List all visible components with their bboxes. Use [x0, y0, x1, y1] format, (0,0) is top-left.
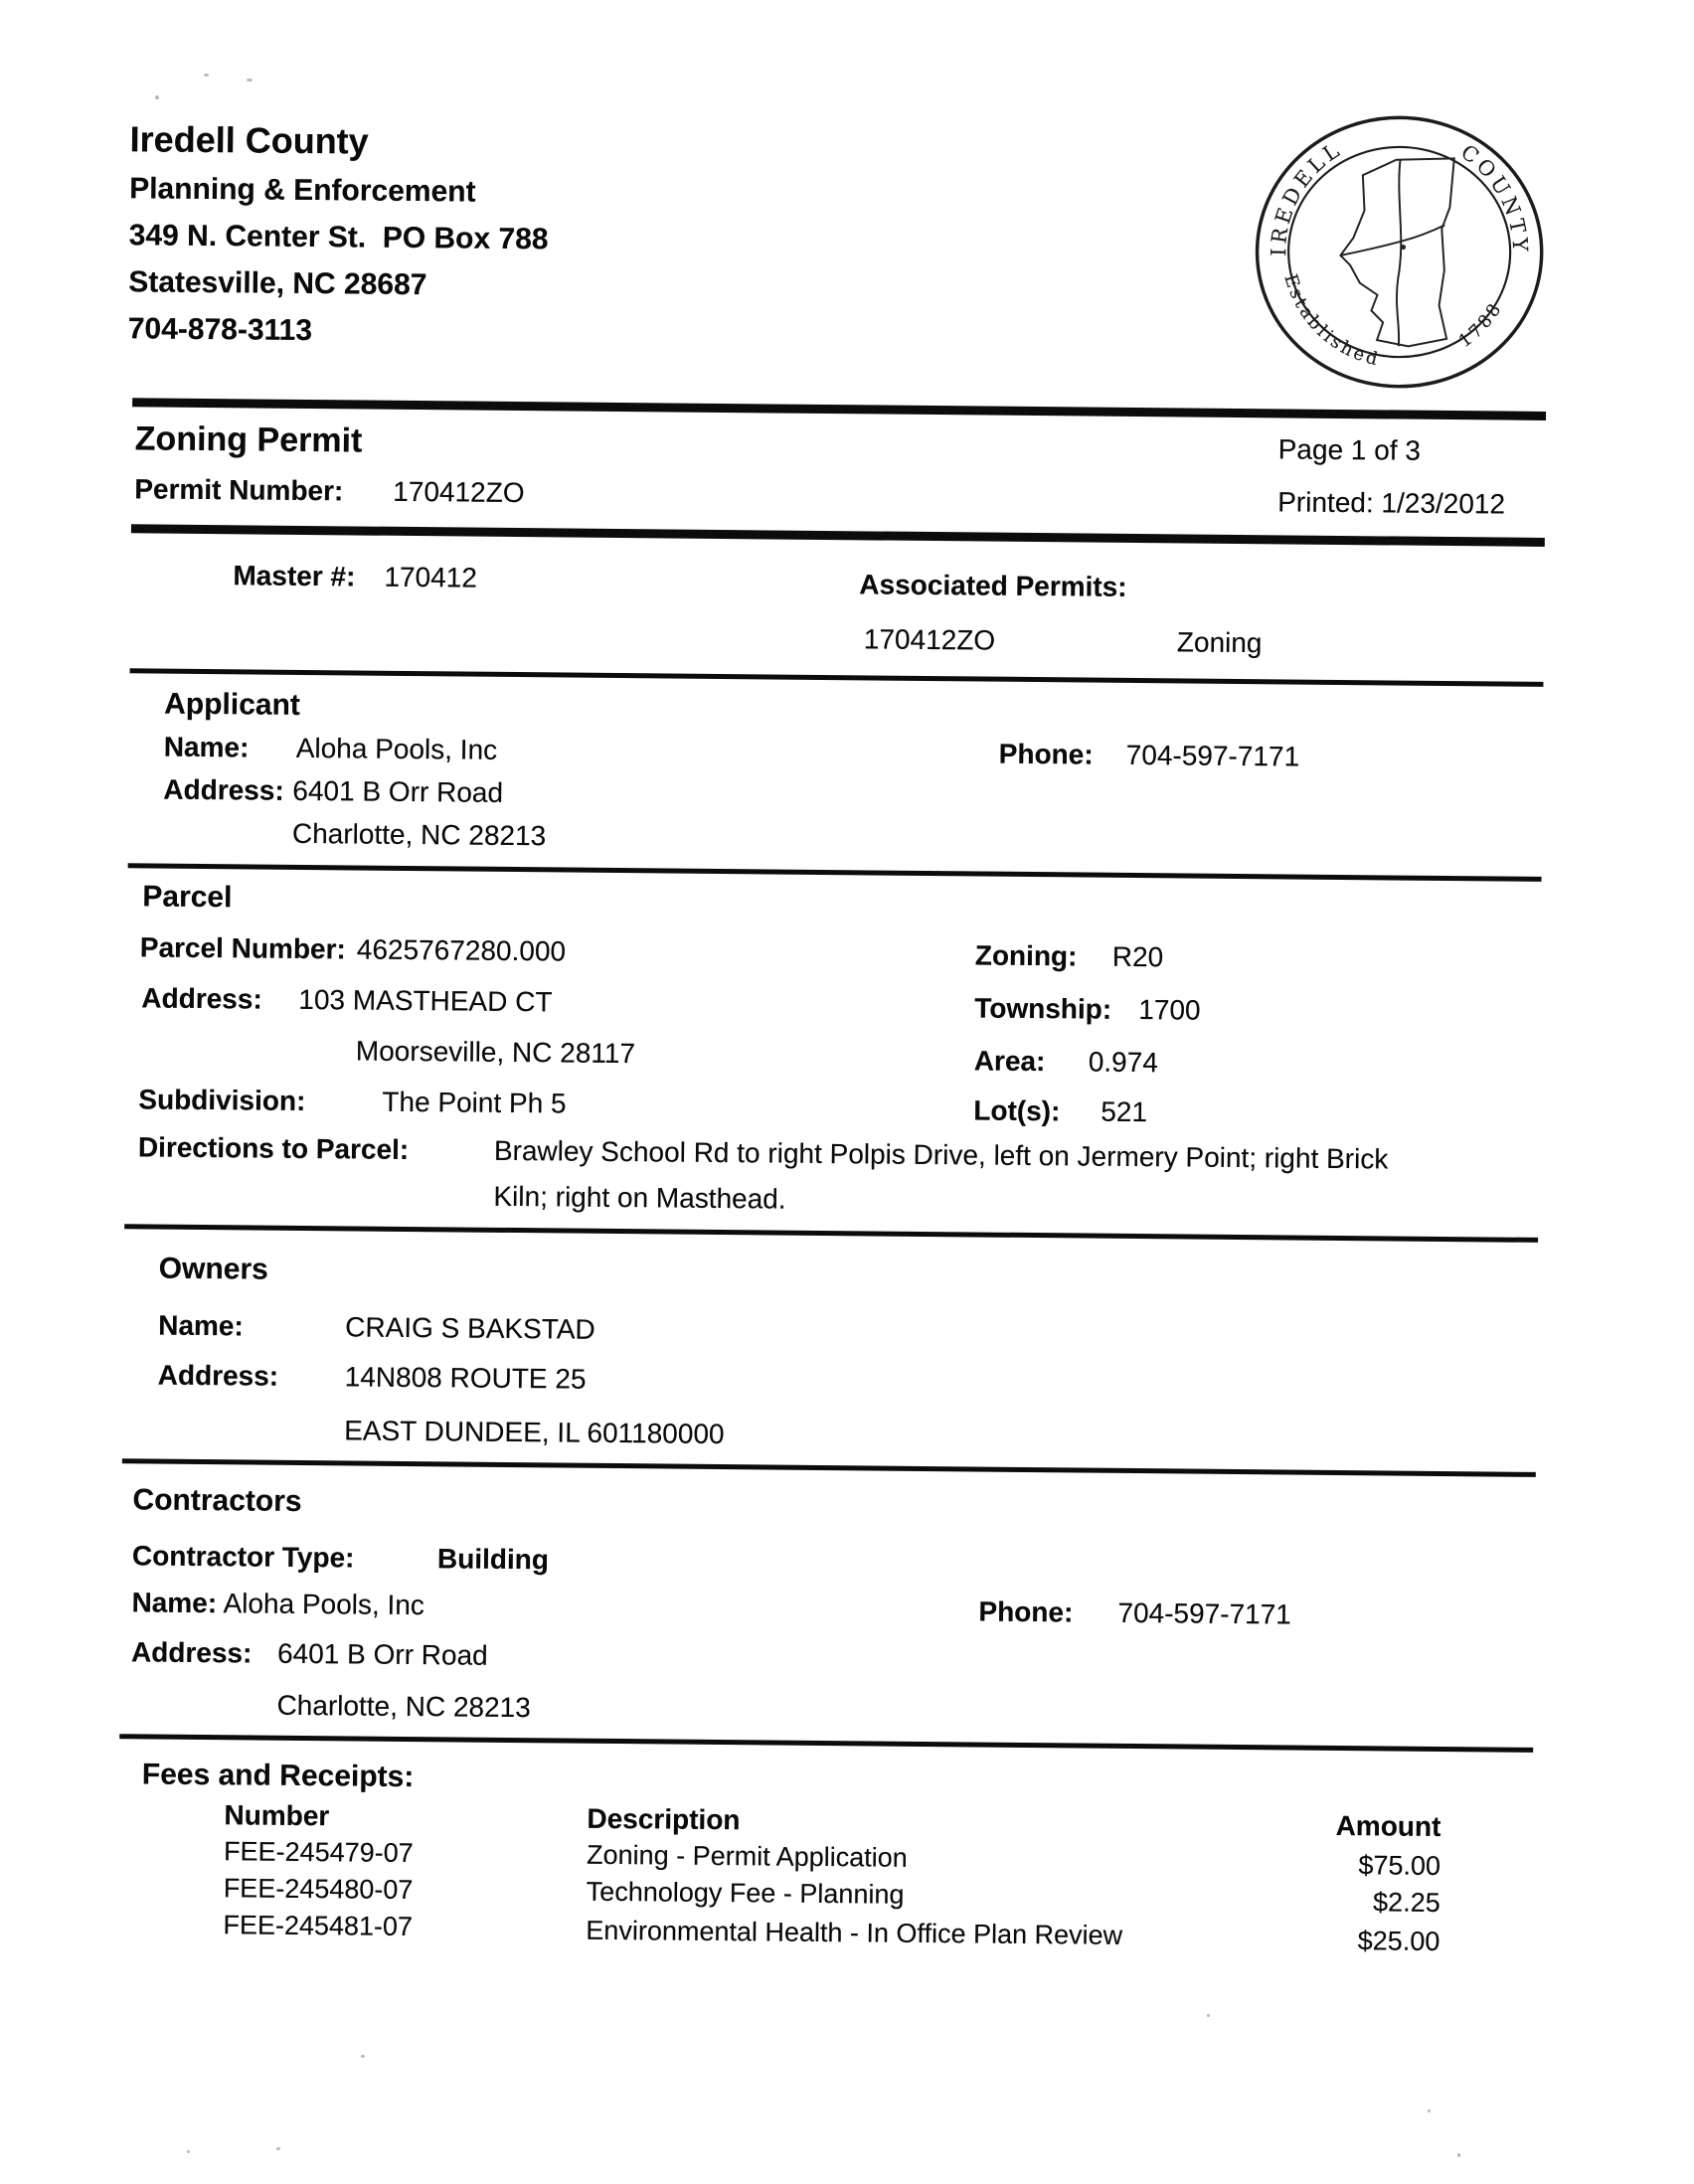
agency-phone: 704-878-3113 — [127, 312, 313, 348]
scan-speck — [1428, 2109, 1431, 2112]
applicant-phone-value: 704-597-7171 — [1125, 739, 1300, 772]
contractor-address-label: Address: — [130, 1636, 253, 1669]
parcel-area-label: Area: — [973, 1045, 1046, 1078]
agency-department: Planning & Enforcement — [129, 172, 476, 209]
applicant-address-row — [163, 773, 503, 810]
contractor-phone-row — [978, 1596, 1291, 1632]
agency-header — [128, 118, 550, 350]
parcel-heading: Parcel — [142, 880, 233, 915]
owner-address-row — [158, 1359, 587, 1397]
parcel-lots-row — [973, 1093, 1147, 1128]
owner-address-line2: EAST DUNDEE, IL 601180000 — [344, 1415, 725, 1450]
divider-applicant — [130, 668, 1544, 687]
divider-fees — [119, 1734, 1533, 1753]
fee-row-description: Zoning - Permit Application — [586, 1839, 908, 1873]
contractor-type-row — [132, 1539, 549, 1577]
county-seal-graphic — [1251, 110, 1548, 394]
applicant-name-value: Aloha Pools, Inc — [295, 732, 498, 765]
agency-name: Iredell County — [129, 118, 369, 162]
scan-speck — [204, 74, 209, 77]
parcel-lots-label: Lot(s): — [973, 1094, 1061, 1127]
applicant-phone-row — [999, 738, 1300, 773]
seal-outer-ring — [1256, 116, 1543, 388]
contractor-name-label: Name: — [131, 1587, 218, 1619]
divider-parcel — [128, 863, 1542, 882]
parcel-subdivision-row — [138, 1083, 567, 1120]
applicant-address-label: Address: — [163, 773, 284, 806]
seal-text-established: Established — [1279, 271, 1383, 371]
applicant-name-row — [164, 731, 498, 767]
parcel-address-line2: Moorseville, NC 28117 — [355, 1035, 636, 1070]
contractor-name-row — [131, 1586, 424, 1621]
permit-title: Zoning Permit — [134, 420, 363, 460]
fees-col-description: Description — [587, 1802, 741, 1836]
associated-permits-label: Associated Permits: — [859, 569, 1127, 602]
contractor-address-row — [131, 1635, 488, 1672]
applicant-address-line1: 6401 B Orr Road — [292, 774, 504, 808]
parcel-township-row — [974, 991, 1201, 1027]
svg-text:IREDELL — [1267, 136, 1347, 257]
fee-row-amount: $2.25 — [1372, 1887, 1440, 1918]
contractor-address-line1: 6401 B Orr Road — [276, 1637, 488, 1671]
svg-text:COUNTY — [1455, 139, 1533, 255]
divider-thick-top — [132, 398, 1546, 420]
fee-row-description: Technology Fee - Planning — [586, 1876, 905, 1910]
svg-text:Established — [1278, 272, 1383, 371]
owner-name-row — [158, 1309, 595, 1347]
applicant-name-label: Name: — [163, 731, 250, 763]
contractor-name-value: Aloha Pools, Inc — [223, 1588, 425, 1621]
parcel-directions-row — [137, 1124, 1448, 1229]
fee-row-number: FEE-245480-07 — [223, 1873, 414, 1906]
parcel-directions-text: Brawley School Rd to right Polpis Drive, left on Jermery Point; right Brick Kiln; right on Masthead. — [493, 1134, 1389, 1215]
parcel-area-row — [974, 1044, 1158, 1079]
parcel-number-value: 4625767280.000 — [356, 933, 567, 967]
applicant-address-line2: Charlotte, NC 28213 — [291, 817, 547, 852]
parcel-address-label: Address: — [141, 982, 262, 1015]
contractor-address-line2: Charlotte, NC 28213 — [276, 1689, 531, 1724]
divider-thick-permit — [131, 524, 1545, 547]
parcel-township-label: Township: — [974, 992, 1112, 1025]
contractor-type-value: Building — [436, 1543, 550, 1576]
printed-date: Printed: 1/23/2012 — [1277, 486, 1506, 520]
contractor-phone-label: Phone: — [978, 1596, 1074, 1628]
parcel-zoning-value: R20 — [1111, 940, 1164, 973]
associated-permit-number: 170412ZO — [863, 623, 996, 656]
scan-speck — [155, 95, 159, 99]
master-number-row — [233, 559, 477, 594]
parcel-zoning-label: Zoning: — [974, 939, 1078, 972]
scan-speck — [1457, 2153, 1460, 2157]
parcel-township-value: 1700 — [1138, 994, 1201, 1026]
scan-speck — [276, 2147, 280, 2150]
fees-heading: Fees and Receipts: — [141, 1758, 415, 1794]
fee-row-amount: $25.00 — [1357, 1926, 1440, 1956]
owner-name-label: Name: — [158, 1309, 244, 1342]
seal-text-county: COUNTY — [1456, 139, 1533, 256]
fees-col-number: Number — [224, 1799, 330, 1832]
seal-text-year: 1788 — [1455, 298, 1507, 352]
seal-text-iredell: IREDELL — [1267, 136, 1347, 256]
fee-row-amount: $75.00 — [1358, 1850, 1441, 1881]
contractor-type-label: Contractor Type: — [131, 1540, 355, 1574]
owner-address-line1: 14N808 ROUTE 25 — [344, 1361, 587, 1395]
parcel-subdivision-label: Subdivision: — [138, 1084, 306, 1117]
master-number-value: 170412 — [384, 561, 478, 593]
seal-county-map-icon — [1340, 157, 1454, 347]
parcel-directions-label: Directions to Parcel: — [137, 1131, 410, 1165]
parcel-number-row — [140, 930, 567, 968]
fee-row-number: FEE-245479-07 — [223, 1836, 414, 1869]
master-number-label: Master #: — [233, 560, 356, 592]
parcel-subdivision-value: The Point Ph 5 — [382, 1086, 567, 1119]
fee-row-number: FEE-245481-07 — [223, 1910, 414, 1942]
applicant-heading: Applicant — [164, 687, 301, 722]
parcel-zoning-row — [975, 938, 1164, 973]
agency-address-line1: 349 N. Center St. PO Box 788 — [128, 219, 549, 256]
parcel-address-row — [141, 981, 552, 1019]
owner-address-label: Address: — [157, 1359, 279, 1392]
county-seal — [1251, 110, 1548, 394]
parcel-address-line1: 103 MASTHEAD CT — [298, 983, 553, 1018]
permit-number-label: Permit Number: — [134, 473, 344, 507]
parcel-area-value: 0.974 — [1088, 1046, 1159, 1079]
scan-speck — [361, 2055, 365, 2058]
scan-speck — [187, 2150, 190, 2153]
applicant-phone-label: Phone: — [998, 738, 1094, 770]
owners-heading: Owners — [158, 1252, 268, 1286]
page-indicator: Page 1 of 3 — [1277, 433, 1422, 466]
fee-row-description: Environmental Health - In Office Plan Review — [586, 1915, 1123, 1950]
parcel-number-label: Parcel Number: — [139, 931, 346, 965]
associated-permit-type: Zoning — [1176, 626, 1263, 659]
fees-col-amount: Amount — [1335, 1809, 1441, 1842]
permit-number-row — [134, 472, 525, 509]
svg-text:1788 — [1455, 298, 1507, 352]
contractors-heading: Contractors — [132, 1483, 302, 1518]
scan-speck — [247, 79, 253, 82]
contractor-phone-value: 704-597-7171 — [1117, 1596, 1291, 1630]
parcel-lots-value: 521 — [1101, 1095, 1148, 1128]
owner-name-value: CRAIG S BAKSTAD — [345, 1311, 595, 1345]
scan-speck — [1207, 2014, 1210, 2017]
agency-address-line2: Statesville, NC 28687 — [128, 265, 427, 302]
permit-number-value: 170412ZO — [393, 475, 525, 509]
divider-contractors — [122, 1458, 1536, 1477]
